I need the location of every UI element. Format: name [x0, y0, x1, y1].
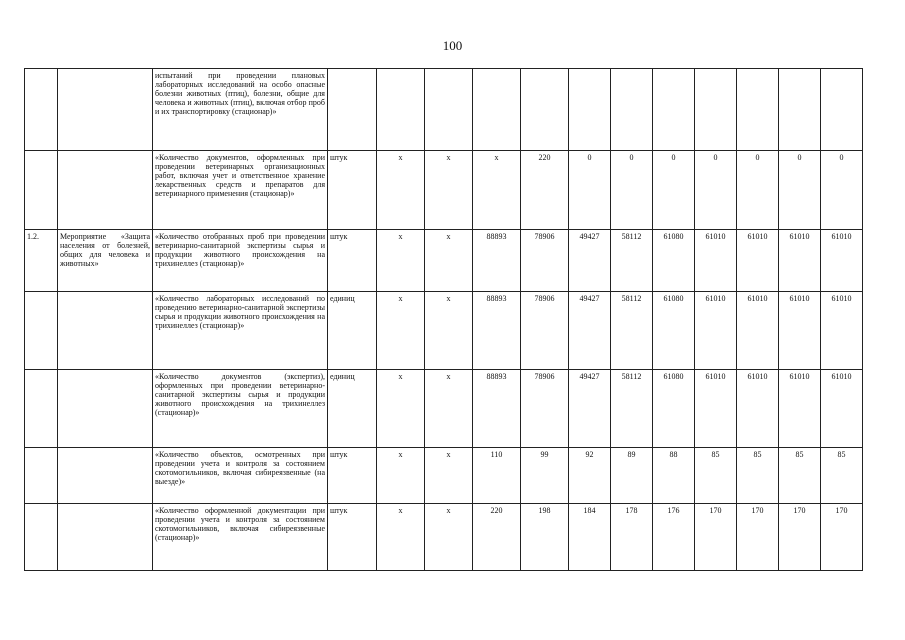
value-cell: 99 — [521, 448, 569, 504]
value-cell: 220 — [521, 151, 569, 230]
table-row — [25, 504, 863, 571]
value-cell: 0 — [779, 151, 821, 230]
row-number-cell: 1.2. — [25, 230, 58, 292]
value-cell: 85 — [737, 448, 779, 504]
value-cell: 89 — [611, 448, 653, 504]
value-cell: 49427 — [569, 230, 611, 292]
unit-cell — [328, 69, 377, 151]
value-cell: 85 — [695, 448, 737, 504]
event-name-cell — [58, 292, 153, 370]
value-cell — [425, 69, 473, 151]
value-cell: 61010 — [737, 230, 779, 292]
event-name-cell: Мероприятие «Защита населения от болезней, общих для человека и животных» — [58, 230, 153, 292]
value-cell: 49427 — [569, 292, 611, 370]
value-cell: 92 — [569, 448, 611, 504]
value-cell: 170 — [737, 504, 779, 571]
value-cell: 88 — [653, 448, 695, 504]
indicator-name-cell: «Количество лабораторных исследований по проведению ветеринарно-санитарной экспертизы сырья и продукции животного происхождения на трихинеллез (стационар)» — [153, 292, 328, 370]
value-cell — [821, 69, 863, 151]
value-cell: 78906 — [521, 370, 569, 448]
unit-cell: штук — [328, 230, 377, 292]
indicator-name-cell: «Количество документов (экспертиз), оформленных при проведении ветеринарно-санитарной экспертизы сырья и продукции животного происхождения на трихинеллез (стационар)» — [153, 370, 328, 448]
table-row — [25, 370, 863, 448]
value-cell: 58112 — [611, 230, 653, 292]
value-cell: 85 — [821, 448, 863, 504]
value-cell: 88893 — [473, 370, 521, 448]
value-cell: 0 — [737, 151, 779, 230]
page-number: 100 — [442, 38, 463, 53]
value-cell: 61010 — [695, 230, 737, 292]
value-cell — [611, 69, 653, 151]
indicator-name-cell: «Количество отобранных проб при проведении ветеринарно-санитарной экспертизы сырья и продукции животного происхождения на трихинеллез (стационар)» — [153, 230, 328, 292]
row-number-cell — [25, 151, 58, 230]
unit-cell: единиц — [328, 370, 377, 448]
value-cell: х — [377, 504, 425, 571]
value-cell: 61010 — [695, 292, 737, 370]
value-cell: 0 — [653, 151, 695, 230]
value-cell: х — [377, 448, 425, 504]
event-name-cell — [58, 69, 153, 151]
unit-cell: штук — [328, 448, 377, 504]
value-cell — [695, 69, 737, 151]
value-cell: 58112 — [611, 292, 653, 370]
row-number-cell — [25, 504, 58, 571]
value-cell: 61010 — [821, 230, 863, 292]
event-name-cell — [58, 151, 153, 230]
value-cell: 170 — [695, 504, 737, 571]
value-cell: 85 — [779, 448, 821, 504]
value-cell: 0 — [611, 151, 653, 230]
value-cell: 61080 — [653, 370, 695, 448]
value-cell — [737, 69, 779, 151]
value-cell: х — [377, 230, 425, 292]
value-cell: 78906 — [521, 230, 569, 292]
value-cell: х — [473, 151, 521, 230]
value-cell: х — [425, 151, 473, 230]
value-cell: 58112 — [611, 370, 653, 448]
indicator-name-cell: «Количество документов, оформленных при проведении ветеринарных организационных работ, включая учет и ответственное хранение лекарственных средств и препаратов для ветеринарного применения (стационар)» — [153, 151, 328, 230]
value-cell: 220 — [473, 504, 521, 571]
table-row — [25, 151, 863, 230]
unit-cell: штук — [328, 151, 377, 230]
indicator-name-cell: испытаний при проведении плановых лабораторных исследований на особо опасные болезни животных (птиц), болезни, общие для человека и животных (птиц), включая отбор проб и их транспортировку (стационар)» — [153, 69, 328, 151]
indicator-name-cell: «Количество объектов, осмотренных при проведении учета и контроля за состоянием скотомогильников, включая сибиреязвенные (на выезде)» — [153, 448, 328, 504]
value-cell — [521, 69, 569, 151]
indicator-name-cell: «Количество оформленной документации при проведении учета и контроля за состоянием скотомогильников, включая сибиреязвенные (стационар)» — [153, 504, 328, 571]
value-cell: х — [425, 230, 473, 292]
value-cell: 49427 — [569, 370, 611, 448]
value-cell — [473, 69, 521, 151]
value-cell — [779, 69, 821, 151]
row-number-cell — [25, 292, 58, 370]
table-row — [25, 292, 863, 370]
event-name-cell — [58, 504, 153, 571]
value-cell: 61010 — [737, 370, 779, 448]
value-cell: 61010 — [821, 292, 863, 370]
value-cell: х — [377, 292, 425, 370]
value-cell: 61010 — [737, 292, 779, 370]
table-row — [25, 69, 863, 151]
table-row — [25, 448, 863, 504]
row-number-cell — [25, 69, 58, 151]
value-cell: х — [425, 504, 473, 571]
row-number-cell — [25, 448, 58, 504]
value-cell: х — [377, 370, 425, 448]
value-cell: 61010 — [779, 370, 821, 448]
value-cell: 61080 — [653, 230, 695, 292]
value-cell — [377, 69, 425, 151]
value-cell: 61010 — [821, 370, 863, 448]
value-cell: 0 — [695, 151, 737, 230]
value-cell: 178 — [611, 504, 653, 571]
value-cell: 170 — [821, 504, 863, 571]
value-cell: 110 — [473, 448, 521, 504]
value-cell: 61080 — [653, 292, 695, 370]
value-cell: 61010 — [779, 292, 821, 370]
value-cell: 170 — [779, 504, 821, 571]
value-cell: 88893 — [473, 230, 521, 292]
event-name-cell — [58, 448, 153, 504]
value-cell: 61010 — [779, 230, 821, 292]
value-cell: х — [425, 448, 473, 504]
unit-cell: единиц — [328, 292, 377, 370]
value-cell: 198 — [521, 504, 569, 571]
value-cell: 0 — [821, 151, 863, 230]
event-name-cell — [58, 370, 153, 448]
value-cell: х — [377, 151, 425, 230]
row-number-cell — [25, 370, 58, 448]
value-cell — [569, 69, 611, 151]
value-cell: 0 — [569, 151, 611, 230]
value-cell: 78906 — [521, 292, 569, 370]
value-cell: 176 — [653, 504, 695, 571]
value-cell: х — [425, 370, 473, 448]
indicators-table — [24, 68, 863, 571]
value-cell: 184 — [569, 504, 611, 571]
value-cell: 88893 — [473, 292, 521, 370]
unit-cell: штук — [328, 504, 377, 571]
value-cell: 61010 — [695, 370, 737, 448]
table-row — [25, 230, 863, 292]
value-cell: х — [425, 292, 473, 370]
value-cell — [653, 69, 695, 151]
